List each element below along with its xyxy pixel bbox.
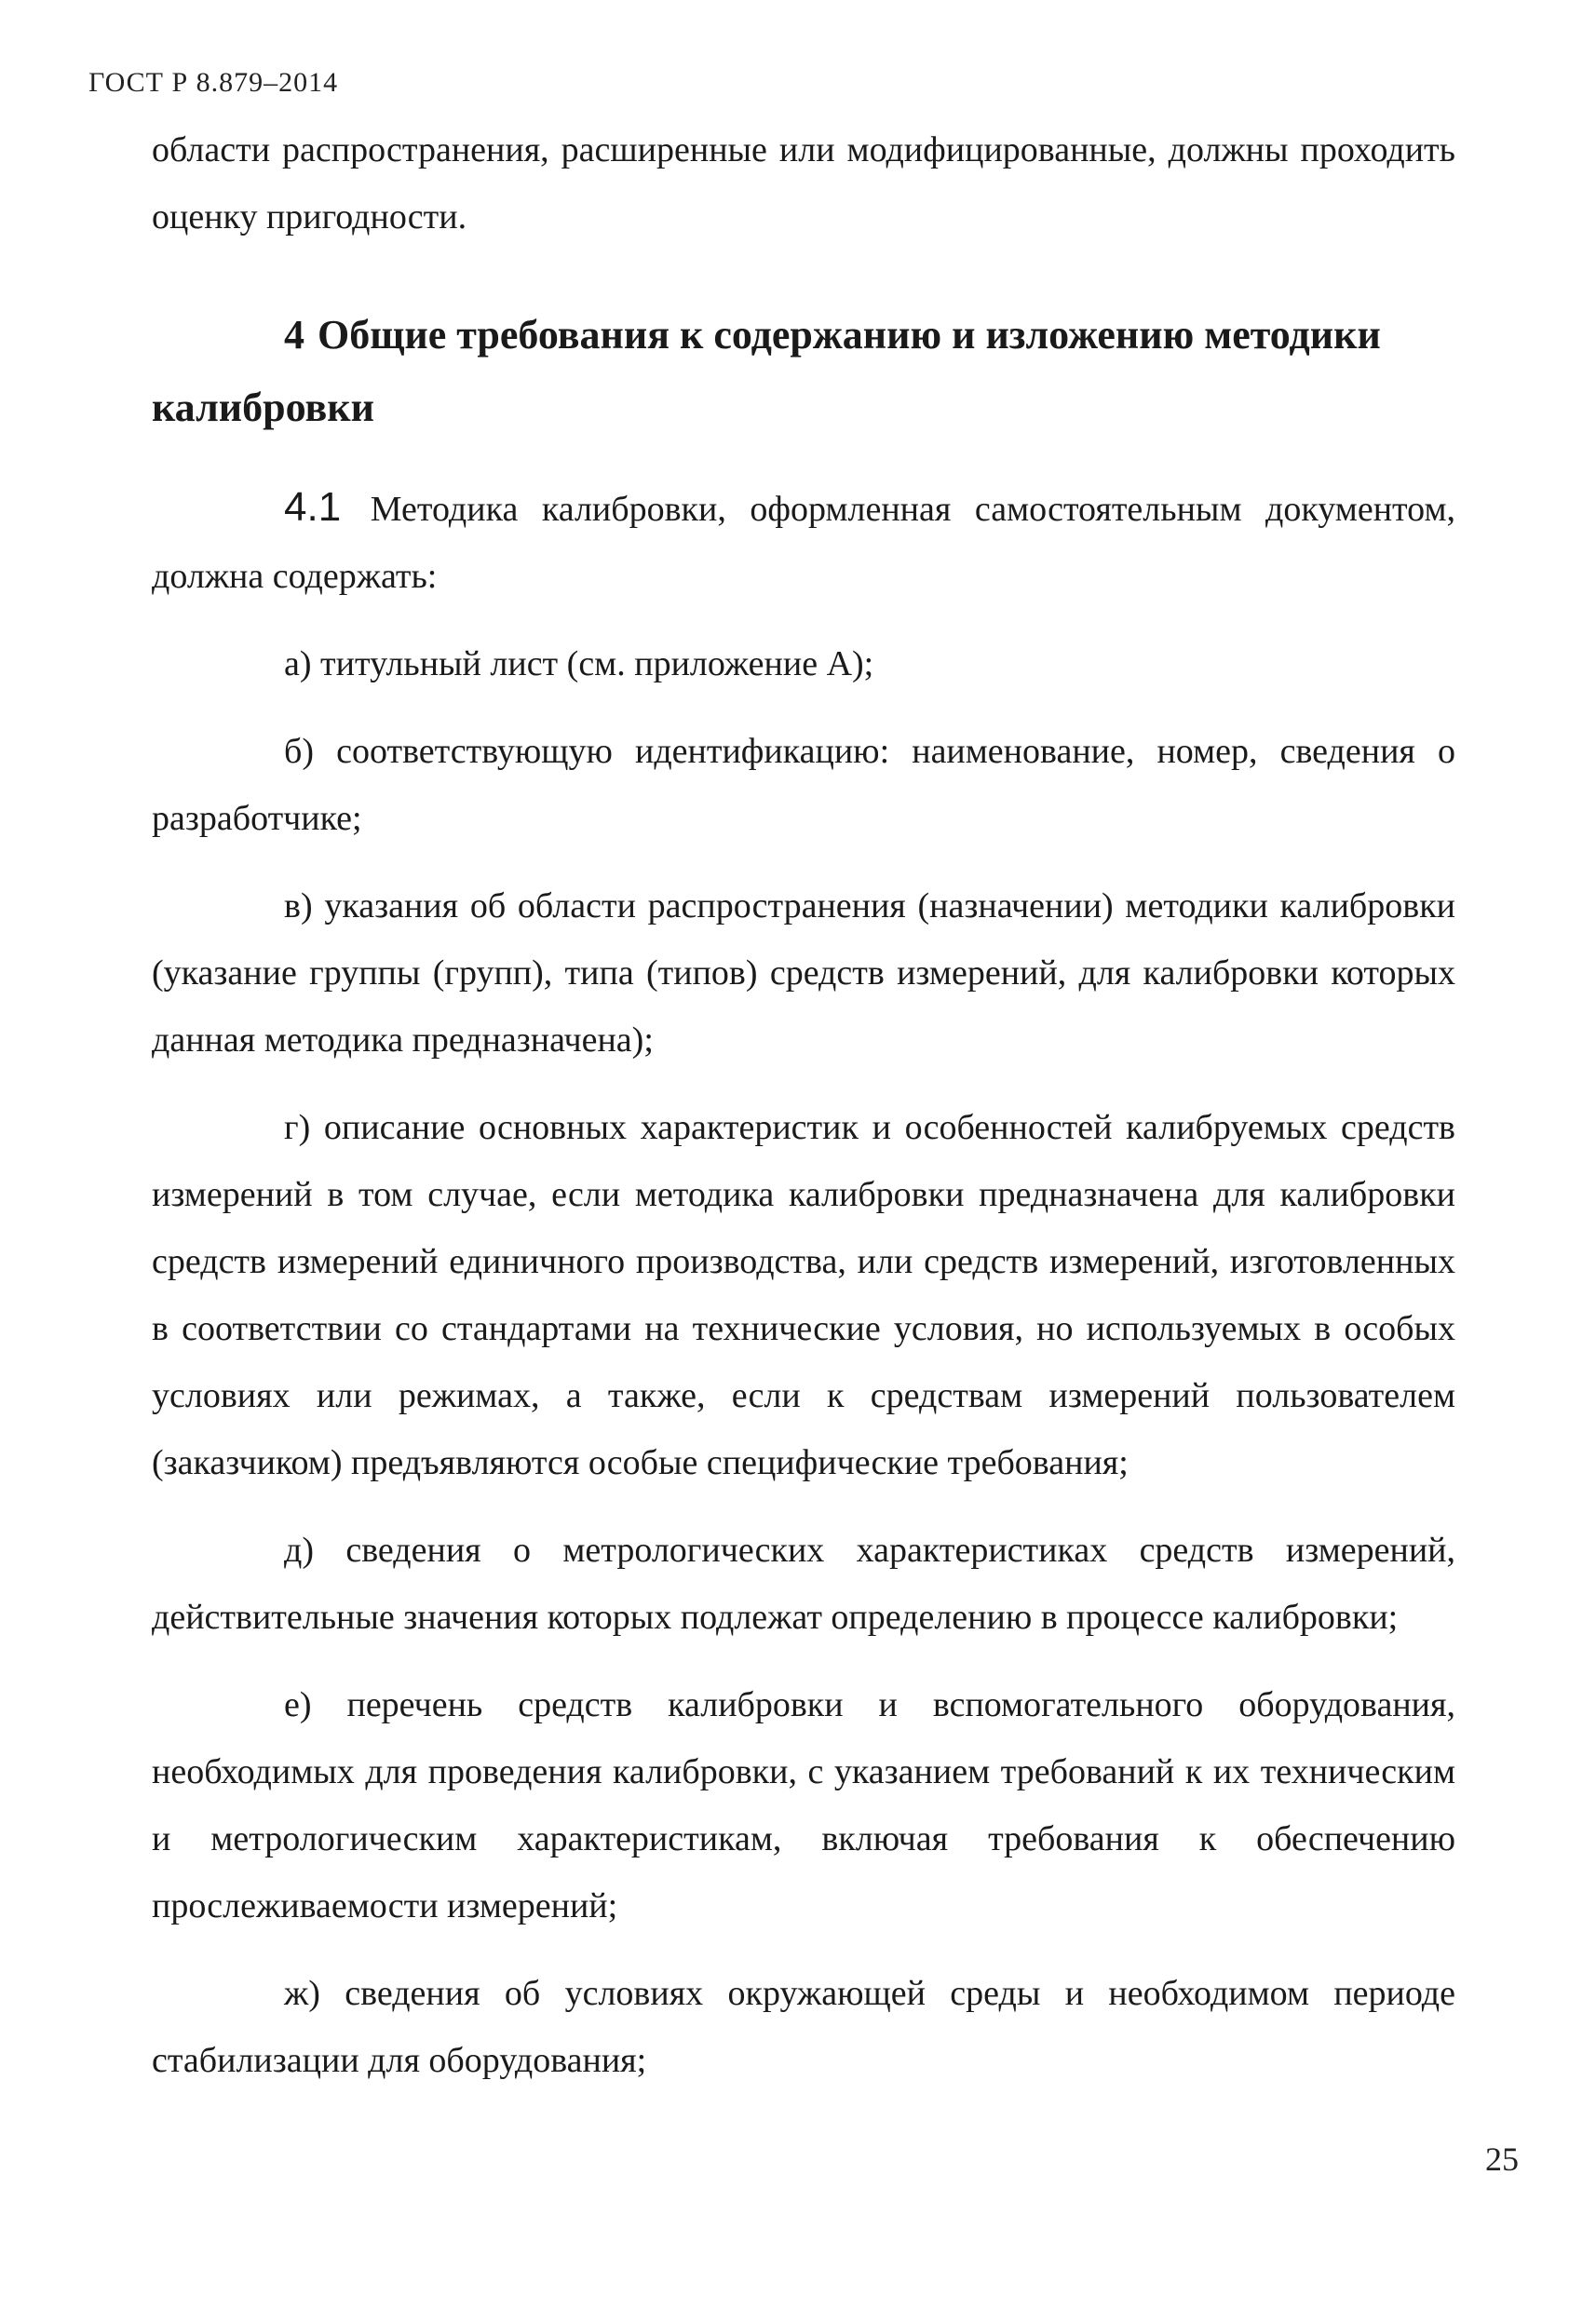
document-standard-code: ГОСТ Р 8.879–2014 (88, 67, 339, 98)
document-body (152, 116, 1455, 2094)
section-title: Общие требования к содержанию и изложению методики калибровки (152, 312, 1381, 430)
section-number: 4 (284, 312, 304, 358)
list-item: е) перечень средств калибровки и вспомогательного оборудования, необходимых для проведения калибровки, с указанием требований к их техническим и метрологическим характеристикам, включая требования к обеспечению прослеживаемости измерений; (152, 1685, 1455, 1925)
intro-paragraph: области распространения, расширенные или модифицированные, должны проходить оценку пригодности. (152, 130, 1455, 236)
clause-paragraph (152, 474, 1455, 610)
list-item: ж) сведения об условиях окружающей среды и необходимом периоде стабилизации для оборудования; (152, 1974, 1455, 2080)
list-item: б) соответствующую идентификацию: наименование, номер, сведения о разработчике; (152, 732, 1455, 838)
section-heading (152, 299, 1455, 444)
page-number: 25 (1485, 2141, 1519, 2178)
list-item: г) описание основных характеристик и особенностей калибруемых средств измерений в том случае, если методика калибровки предназначена для калибровки средств измерений единичного производства, или средств измерений, изготовленных в соответствии со стандартами на технические условия, но используемых в особых условиях или режимах, а также, если к средствам измерений пользователем (заказчиком) предъявляются особые специфические требования; (152, 1108, 1455, 1482)
list-item: в) указания об области распространения (назначении) методики калибровки (указание группы (групп), типа (типов) средств измерений, для калибровки которых данная методика предназначена); (152, 886, 1455, 1060)
list-item: а) титульный лист (см. приложение А); (284, 644, 874, 683)
list-item: д) сведения о метрологических характеристиках средств измерений, действительные значения которых подлежат определению в процессе калибровки; (152, 1531, 1455, 1637)
clause-text: Методика калибровки, оформленная самостоятельным документом, должна содержать: (152, 490, 1455, 596)
clause-number: 4.1 (284, 484, 342, 530)
